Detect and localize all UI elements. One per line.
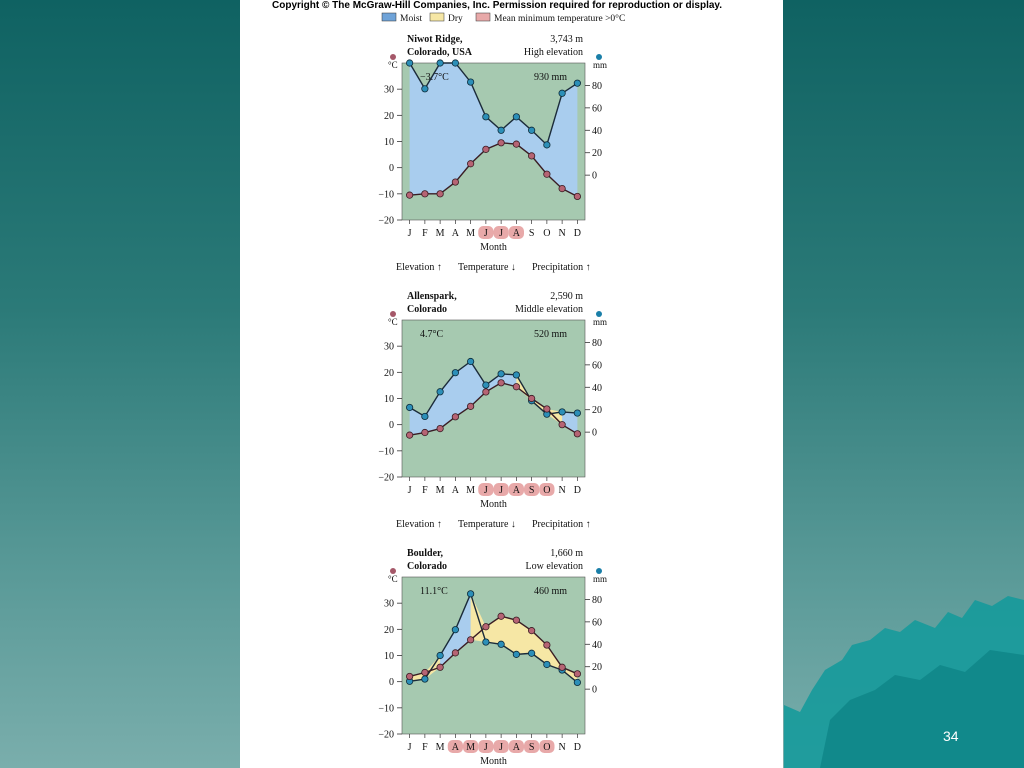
annual-temperature: 11.1°C xyxy=(420,586,448,597)
temperature-point xyxy=(498,140,504,146)
temperature-tick-label: −20 xyxy=(378,215,394,227)
elevation-value: 2,590 m xyxy=(550,291,583,302)
temperature-tick-label: 0 xyxy=(389,677,394,689)
annual-precipitation: 520 mm xyxy=(534,329,568,340)
precipitation-unit: mm xyxy=(593,60,608,70)
gradient-caption-elevation: Elevation ↑ xyxy=(396,519,442,530)
temperature-point xyxy=(498,613,504,619)
elevation-class: Low elevation xyxy=(525,561,583,572)
temperature-point xyxy=(406,432,412,438)
x-axis-title: Month xyxy=(480,242,507,253)
month-label: M xyxy=(435,742,445,753)
legend-swatch-dry xyxy=(430,13,444,21)
gradient-caption-precipitation: Precipitation ↑ xyxy=(532,519,591,530)
precipitation-point xyxy=(544,142,550,148)
month-label: J xyxy=(483,742,488,753)
temperature-point xyxy=(483,624,489,630)
precipitation-tick-label: 20 xyxy=(592,148,602,160)
annual-precipitation: 460 mm xyxy=(534,586,568,597)
legend-label-mean-min-temp: Mean minimum temperature >0°C xyxy=(494,14,626,24)
temperature-tick-label: 30 xyxy=(384,84,394,96)
temperature-point xyxy=(559,185,565,191)
month-label: O xyxy=(543,742,551,753)
station-name: Allenspark, xyxy=(407,291,457,302)
plot-background xyxy=(402,577,585,734)
precipitation-point xyxy=(574,80,580,86)
legend xyxy=(382,13,625,24)
temperature-tick-label: 20 xyxy=(384,624,394,636)
precipitation-point xyxy=(452,627,458,633)
month-label: A xyxy=(451,485,459,496)
precipitation-point xyxy=(422,676,428,682)
elevation-class: Middle elevation xyxy=(514,304,583,315)
temperature-point xyxy=(467,161,473,167)
precipitation-tick-label: 20 xyxy=(592,405,602,417)
precipitation-tick-label: 40 xyxy=(592,382,602,394)
precipitation-point xyxy=(498,371,504,377)
temperature-point xyxy=(513,141,519,147)
precipitation-point xyxy=(559,409,565,415)
month-label: J xyxy=(499,485,504,496)
precipitation-point xyxy=(467,79,473,85)
precipitation-point xyxy=(437,60,443,66)
precipitation-tick-label: 60 xyxy=(592,617,602,629)
x-axis-title: Month xyxy=(480,756,507,767)
charts-container xyxy=(378,34,607,767)
station-location: Colorado xyxy=(407,304,447,315)
month-label: J xyxy=(407,485,412,496)
month-label: S xyxy=(528,485,535,496)
month-label: A xyxy=(512,228,520,239)
gradient-caption xyxy=(396,519,591,530)
climate-chart-1 xyxy=(378,34,607,273)
precipitation-tick-label: 80 xyxy=(592,80,602,92)
precipitation-point xyxy=(483,639,489,645)
month-label: N xyxy=(558,228,566,239)
precipitation-point xyxy=(559,90,565,96)
temperature-point xyxy=(437,191,443,197)
temperature-point xyxy=(544,171,550,177)
precipitation-point xyxy=(513,372,519,378)
temperature-point xyxy=(452,650,458,656)
station-name: Boulder, xyxy=(407,548,444,559)
precipitation-point xyxy=(513,651,519,657)
precipitation-point xyxy=(452,370,458,376)
temperature-tick-label: 20 xyxy=(384,367,394,379)
precipitation-point xyxy=(498,127,504,133)
elevation-value: 1,660 m xyxy=(550,548,583,559)
month-label: F xyxy=(422,742,428,753)
legend-swatch-mean-min-temp xyxy=(476,13,490,21)
annual-temperature: −3.7°C xyxy=(420,72,449,83)
precipitation-tick-label: 40 xyxy=(592,125,602,137)
precipitation-point xyxy=(422,413,428,419)
precipitation-point xyxy=(574,410,580,416)
month-label: F xyxy=(422,485,428,496)
temperature-point xyxy=(452,179,458,185)
annual-precipitation: 930 mm xyxy=(534,72,568,83)
month-label: A xyxy=(451,228,459,239)
month-label: M xyxy=(466,228,476,239)
precipitation-point xyxy=(437,389,443,395)
month-label: O xyxy=(543,228,551,239)
temperature-unit: °C xyxy=(388,574,398,584)
precipitation-point xyxy=(498,641,504,647)
temperature-unit: °C xyxy=(388,60,398,70)
station-location: Colorado xyxy=(407,561,447,572)
precipitation-point xyxy=(406,60,412,66)
month-label: M xyxy=(466,742,476,753)
temperature-point xyxy=(528,395,534,401)
precipitation-tick-label: 40 xyxy=(592,639,602,651)
figure-panel xyxy=(240,0,783,768)
temperature-tick-label: 10 xyxy=(384,137,394,148)
legend-swatch-moist xyxy=(382,13,396,21)
elevation-value: 3,743 m xyxy=(550,34,583,45)
month-label: O xyxy=(543,485,551,496)
precipitation-point xyxy=(544,661,550,667)
temperature-unit: °C xyxy=(388,317,398,327)
temperature-tick-label: 30 xyxy=(384,598,394,610)
temperature-point xyxy=(422,669,428,675)
temperature-tick-label: −10 xyxy=(378,446,394,458)
month-label: D xyxy=(573,485,581,496)
temperature-point xyxy=(574,193,580,199)
temperature-point xyxy=(437,425,443,431)
legend-label-moist: Moist xyxy=(400,14,423,24)
month-label: M xyxy=(435,228,445,239)
precipitation-point xyxy=(528,127,534,133)
month-label: J xyxy=(407,742,412,753)
elevation-class: High elevation xyxy=(523,47,583,58)
precipitation-point xyxy=(483,382,489,388)
temperature-point xyxy=(483,389,489,395)
temperature-point xyxy=(422,191,428,197)
precipitation-tick-label: 60 xyxy=(592,103,602,115)
climate-diagrams xyxy=(240,0,783,768)
temperature-point xyxy=(559,664,565,670)
precipitation-tick-label: 80 xyxy=(592,594,602,606)
temperature-point xyxy=(574,431,580,437)
precipitation-tick-label: 20 xyxy=(592,662,602,674)
month-label: M xyxy=(466,485,476,496)
copyright-notice: Copyright © The McGraw-Hill Companies, Inc. Permission required for reproduction or display. xyxy=(272,0,723,11)
plot-background xyxy=(402,320,585,477)
temperature-point xyxy=(467,637,473,643)
temperature-point xyxy=(513,617,519,623)
temperature-point xyxy=(544,642,550,648)
station-name: Niwot Ridge, xyxy=(407,34,463,45)
month-label: J xyxy=(499,228,504,239)
precipitation-point xyxy=(406,404,412,410)
climate-chart-2 xyxy=(378,291,607,530)
precipitation-unit: mm xyxy=(593,574,608,584)
precipitation-point xyxy=(452,60,458,66)
temperature-point xyxy=(467,403,473,409)
temperature-tick-label: 0 xyxy=(389,163,394,175)
temperature-tick-label: −10 xyxy=(378,189,394,201)
temperature-tick-label: 10 xyxy=(384,394,394,405)
precipitation-tick-label: 0 xyxy=(592,170,597,182)
page-number: 34 xyxy=(943,728,959,744)
temperature-tick-label: −20 xyxy=(378,472,394,484)
temperature-point xyxy=(422,429,428,435)
gradient-caption-elevation: Elevation ↑ xyxy=(396,262,442,273)
temperature-tick-label: 0 xyxy=(389,420,394,432)
precipitation-point xyxy=(528,650,534,656)
precipitation-point xyxy=(422,86,428,92)
gradient-caption-temperature: Temperature ↓ xyxy=(458,519,516,530)
precipitation-point xyxy=(467,358,473,364)
gradient-caption-precipitation: Precipitation ↑ xyxy=(532,262,591,273)
precipitation-tick-label: 60 xyxy=(592,360,602,372)
month-label: D xyxy=(573,742,581,753)
temperature-point xyxy=(559,421,565,427)
month-label: A xyxy=(451,742,459,753)
precipitation-unit: mm xyxy=(593,317,608,327)
annual-temperature: 4.7°C xyxy=(420,329,444,340)
month-label: J xyxy=(483,228,488,239)
temperature-point xyxy=(406,673,412,679)
temperature-point xyxy=(574,671,580,677)
month-label: N xyxy=(558,742,566,753)
gradient-caption-temperature: Temperature ↓ xyxy=(458,262,516,273)
temperature-point xyxy=(528,153,534,159)
temperature-point xyxy=(513,384,519,390)
temperature-tick-label: 10 xyxy=(384,651,394,662)
month-label: N xyxy=(558,485,566,496)
legend-label-dry: Dry xyxy=(448,14,463,24)
precipitation-point xyxy=(513,114,519,120)
precipitation-tick-label: 0 xyxy=(592,427,597,439)
temperature-point xyxy=(498,380,504,386)
temperature-tick-label: −10 xyxy=(378,703,394,715)
month-label: J xyxy=(407,228,412,239)
temperature-point xyxy=(452,414,458,420)
month-label: A xyxy=(512,485,520,496)
precipitation-point xyxy=(574,679,580,685)
month-label: S xyxy=(528,228,535,239)
station-location: Colorado, USA xyxy=(407,47,473,58)
temperature-point xyxy=(528,627,534,633)
temperature-tick-label: −20 xyxy=(378,729,394,741)
month-label: A xyxy=(512,742,520,753)
month-label: M xyxy=(435,485,445,496)
precipitation-tick-label: 80 xyxy=(592,337,602,349)
temperature-point xyxy=(406,192,412,198)
x-axis-title: Month xyxy=(480,499,507,510)
month-label: F xyxy=(422,228,428,239)
gradient-caption xyxy=(396,262,591,273)
precipitation-point xyxy=(437,652,443,658)
month-label: S xyxy=(528,742,535,753)
climate-chart-3 xyxy=(378,548,607,767)
precipitation-point xyxy=(483,114,489,120)
precipitation-tick-label: 0 xyxy=(592,684,597,696)
temperature-point xyxy=(483,146,489,152)
temperature-point xyxy=(544,406,550,412)
month-label: D xyxy=(573,228,581,239)
temperature-tick-label: 20 xyxy=(384,110,394,122)
temperature-tick-label: 30 xyxy=(384,341,394,353)
temperature-point xyxy=(437,664,443,670)
precipitation-point xyxy=(467,591,473,597)
month-label: J xyxy=(499,742,504,753)
month-label: J xyxy=(483,485,488,496)
